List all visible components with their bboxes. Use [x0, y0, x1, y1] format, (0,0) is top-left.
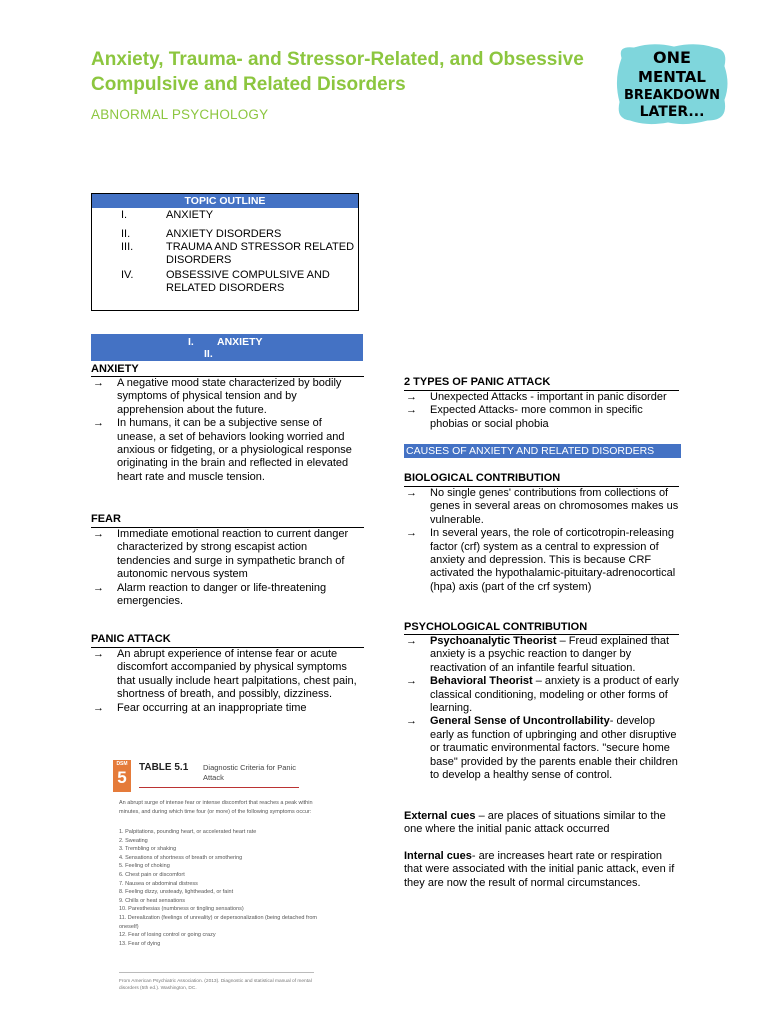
document-title: Anxiety, Trauma- and Stressor-Related, and Obsessive Compulsive and Related Disorders: [91, 49, 584, 95]
heading-panic-attack: PANIC ATTACK: [91, 633, 171, 645]
definition: - develop early as function of upbringing and other disruptive or traumatic environmental factors. "secure home base" provided by the parents enable their children to develop a healthy sense of control.: [430, 715, 678, 782]
dsm-item: 7. Nausea or abdominal distress: [119, 880, 198, 887]
arrow-icon: →: [406, 487, 417, 499]
outline-num: II.: [121, 228, 131, 240]
sticker-logo: [612, 40, 732, 128]
document-subtitle: ABNORMAL PSYCHOLOGY: [91, 107, 269, 122]
list-item: [91, 702, 363, 715]
list-item-text: Expected Attacks- more common in specific phobias or social phobia: [430, 404, 643, 430]
biological-list: [404, 487, 679, 594]
sticker-line-1: ONE: [653, 48, 691, 67]
list-item-text: A negative mood state characterized by bodily symptoms of physical tension and by apprehension about the future.: [117, 377, 342, 416]
list-item: [404, 404, 679, 431]
dsm-item: 11. Derealization (feelings of unreality) or depersonalization (being detached from oneself): [119, 914, 318, 930]
heading-biological: BIOLOGICAL CONTRIBUTION: [404, 472, 561, 484]
arrow-icon: →: [93, 648, 104, 660]
section-title: ANXIETY: [217, 336, 263, 348]
dsm-item: 13. Fear of dying: [119, 940, 161, 947]
internal-cues-paragraph: [404, 850, 682, 890]
external-cues-paragraph: [404, 810, 682, 837]
list-item: [91, 417, 363, 484]
dsm-item: 1. Palpitations, pounding heart, or accelerated heart rate: [119, 829, 257, 835]
dsm-items: [119, 828, 317, 948]
arrow-icon: →: [406, 404, 417, 417]
outline-text: ANXIETY DISORDERS: [166, 228, 282, 240]
sticker-line-2: MENTAL: [638, 68, 706, 86]
term: Psychoanalytic Theorist: [430, 635, 557, 647]
list-item-text: In several years, the role of corticotropin-releasing factor (crf) system as a central to expression of anxiety and depression. This is because CRF activated the hypothalamic-pituitary-adrenocortical (hpa) axis (part of the crf system): [430, 527, 676, 593]
term: External cues: [404, 810, 476, 822]
outline-text: OBSESSIVE COMPULSIVE AND RELATED DISORDERS: [166, 269, 330, 294]
causes-section-bar: CAUSES OF ANXIETY AND RELATED DISORDERS: [404, 444, 681, 458]
list-item-text: Alarm reaction to danger or life-threatening emergencies.: [117, 581, 327, 608]
list-item-text: Fear occurring at an inappropriate time: [117, 701, 307, 714]
arrow-icon: →: [406, 527, 417, 540]
dsm-badge: [113, 760, 131, 792]
arrow-icon: →: [406, 675, 417, 688]
outline-text: ANXIETY: [166, 209, 214, 221]
section-num: I.: [188, 336, 194, 348]
list-item-text: Unexpected Attacks - important in panic disorder: [430, 391, 667, 403]
list-item: [404, 635, 679, 675]
definition: – are places of situations similar to the one where the initial panic attack occurred: [404, 810, 666, 836]
anxiety-list: [91, 377, 363, 484]
dsm-table-title: TABLE 5.1: [139, 762, 189, 773]
term: Behavioral Theorist: [430, 675, 533, 688]
dsm-intro: An abrupt surge of intense fear or intense discomfort that reaches a peak within minutes, and during which time four (or more) of the following symptoms occur:: [119, 800, 313, 815]
list-item-text: Immediate emotional reaction to current danger characterized by strong escapist action tendencies and surge in sympathetic branch of autonomic nervous system: [117, 528, 349, 581]
list-item: [404, 527, 679, 594]
dsm-item: 10. Paresthesias (numbness or tingling sensations): [119, 906, 244, 913]
list-item: [91, 528, 363, 582]
outline-text: TRAUMA AND STRESSOR RELATED DISORDERS: [166, 241, 355, 266]
dsm-item: 3. Trembling or shaking: [119, 846, 177, 853]
heading-panic-types: 2 TYPES OF PANIC ATTACK: [404, 376, 551, 388]
dsm-item: 6. Chest pain or discomfort: [119, 871, 185, 878]
dsm-table-figure: [113, 758, 318, 1004]
arrow-icon: →: [406, 635, 417, 647]
arrow-icon: →: [406, 715, 417, 728]
dsm-rule: [139, 787, 299, 788]
heading-anxiety: ANXIETY: [91, 363, 139, 375]
arrow-icon: →: [93, 581, 104, 594]
heading-psychological: PSYCHOLOGICAL CONTRIBUTION: [404, 621, 588, 633]
topic-outline-header: TOPIC OUTLINE: [92, 194, 358, 208]
definition: – anxiety is a product of early classical conditioning, modeling or other forms of learning.: [430, 675, 679, 715]
list-item: [404, 715, 679, 782]
arrow-icon: →: [406, 391, 417, 403]
list-item-text: In humans, it can be a subjective sense of unease, a set of behaviors looking worried and anxious or fidgeting, or a physiological response originating in the brain and reflected in elevated heart rate and muscle tension.: [117, 417, 352, 483]
definition: - are increases heart rate or respiration that were associated with the initial panic attack, even if they are now the result of normal circumstances.: [404, 850, 675, 889]
section-num-2: II.: [204, 348, 213, 360]
outline-num: I.: [121, 209, 128, 221]
sticker-line-3: BREAKDOWN: [624, 88, 720, 103]
dsm-item: 5. Feeling of choking: [119, 863, 170, 870]
dsm-item: 2. Sweating: [119, 837, 148, 844]
outline-num: IV.: [121, 269, 134, 281]
section-bar-line-1: [188, 336, 263, 348]
dsm-badge-number: 5: [117, 768, 127, 787]
definition: – Freud explained that anxiety is a psychic reaction to danger by reactivation of an infantile fearful situation.: [430, 635, 670, 674]
arrow-icon: →: [93, 417, 104, 430]
list-item: [404, 391, 679, 404]
list-item: [404, 487, 679, 527]
dsm-item: 9. Chills or heat sensations: [119, 897, 186, 904]
term: General Sense of Uncontrollability: [430, 715, 610, 728]
arrow-icon: →: [93, 701, 104, 714]
list-item: [91, 582, 363, 609]
dsm-source: From American Psychiatric Association. (2013). Diagnostic and statistical manual of mental disorders (5th ed.). Washington, DC.: [119, 979, 312, 991]
list-item-text: No single genes' contributions from collections of genes in several areas on chromosomes makes us vulnerable.: [430, 487, 679, 526]
list-item: [91, 377, 363, 417]
arrow-icon: →: [93, 377, 104, 389]
list-item: [91, 648, 363, 702]
dsm-item: 4. Sensations of shortness of breath or smothering: [119, 854, 243, 861]
dsm-item: 8. Feeling dizzy, unsteady, lightheaded, or faint: [119, 889, 234, 896]
panic-types-list: [404, 391, 679, 431]
psychological-list: [404, 635, 679, 782]
heading-fear: FEAR: [91, 513, 121, 525]
dsm-badge-label: DSM: [116, 761, 128, 767]
list-item-text: An abrupt experience of intense fear or acute discomfort accompanied by physical symptoms that usually include heart palpitations, chest pain, shortness of breath, and possibly, dizziness.: [117, 648, 357, 701]
term: Internal cues: [404, 850, 472, 862]
dsm-table-caption: Diagnostic Criteria for Panic Attack: [203, 763, 296, 782]
sticker-line-4: LATER...: [639, 104, 705, 120]
section-bar-anxiety: [91, 334, 363, 361]
outline-num: III.: [121, 241, 134, 253]
panic-list: [91, 648, 363, 715]
topic-outline-table: [91, 193, 359, 311]
arrow-icon: →: [93, 528, 104, 540]
dsm-source-rule: [119, 972, 314, 973]
fear-list: [91, 528, 363, 608]
dsm-item: 12. Fear of losing control or going crazy: [119, 932, 216, 939]
list-item: [404, 675, 679, 715]
